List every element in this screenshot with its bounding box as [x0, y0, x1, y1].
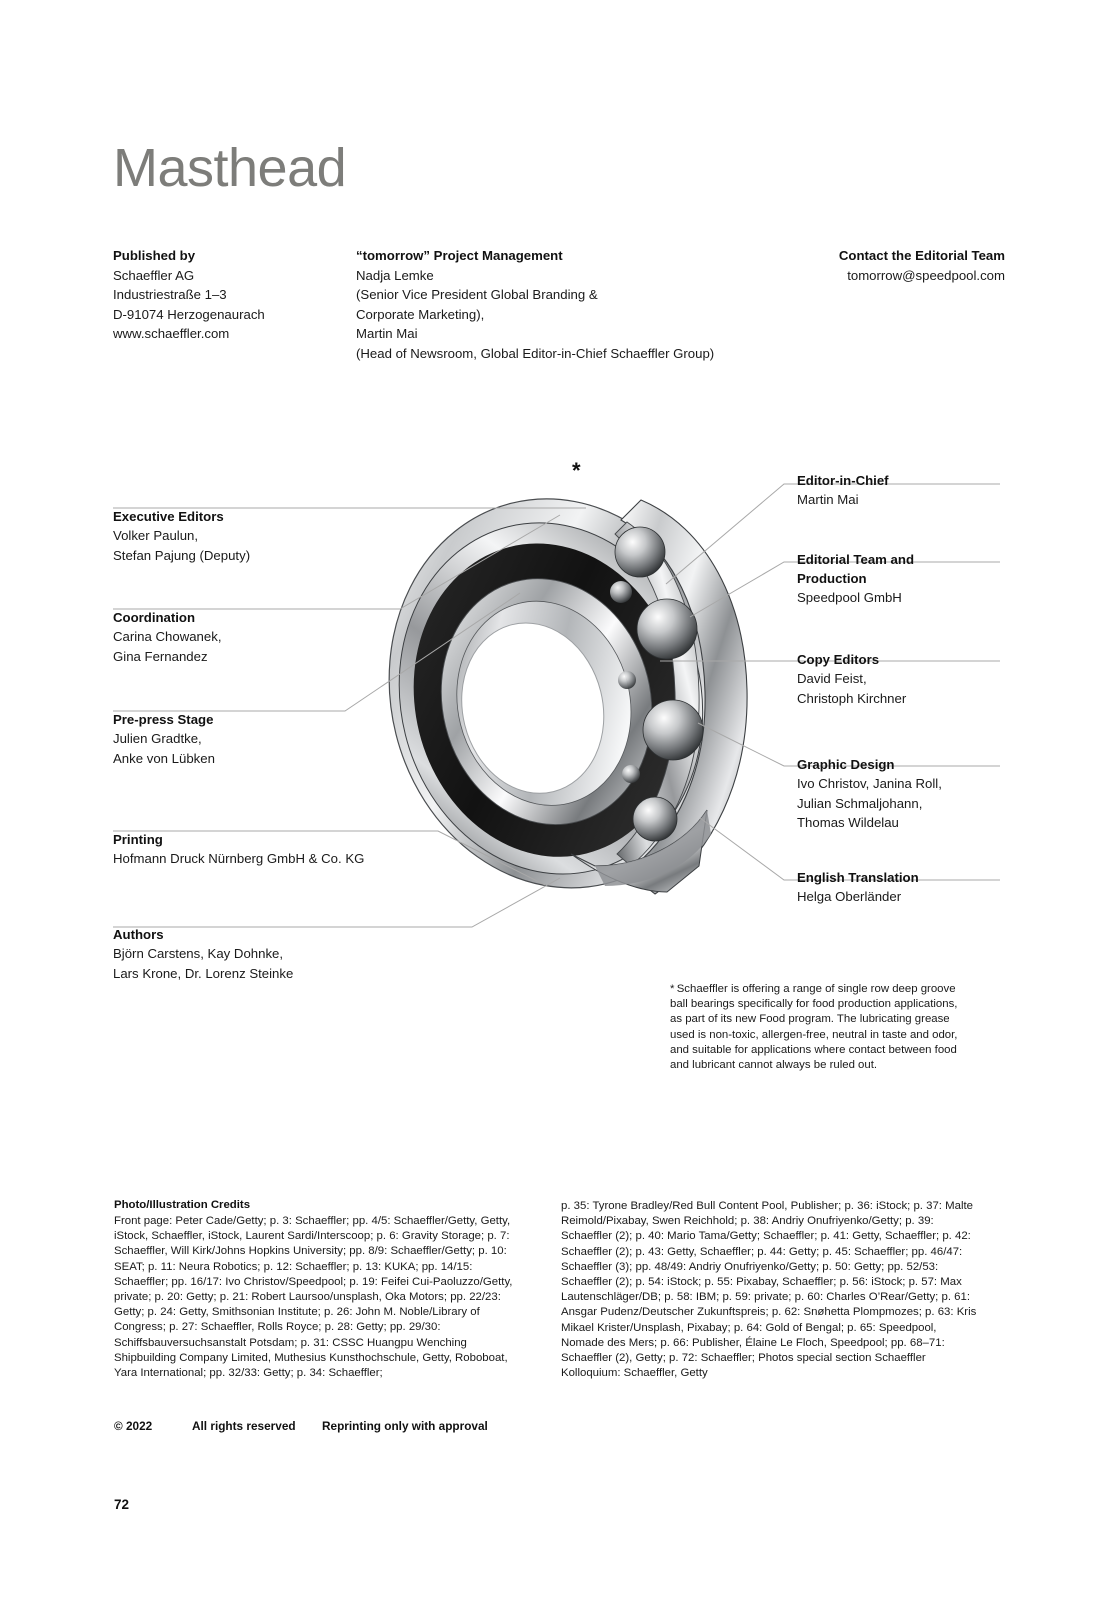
photo-credits-right-column: p. 35: Tyrone Bradley/Red Bull Content Pool, Publisher; p. 36: iStock; p. 37: Malte Reimold/Pixabay, Swen Reichhold; p. 38: Andriy Onufriyenko/Getty; p. 39: Schaeffler (2); p. 40: Mario Tama/Getty; Schaeffler; p. 41: Getty, Schaeffler; p. 42: Schaeffler (2); p. 43: Getty, Schaeffler; p. 44: Getty; p. 45: Schaeffler; pp. 46/47: Schaeffler (3); pp. 48/49: Andriy Onufriyenko/Getty; p. 50: Getty; pp. 52/53: Schaeffler (2); p. 54: iStock; p. 55: Pixabay, Schaeffler; p. 56: iStock; p. 57: Max Lautenschläger/DB; p. 58: IBM; p. 59: private; p. 60: Charles O’Rear/Getty; p. 61: Ansgar Pudenz/Deutscher Zukunftspreis; p. 62: Snøhetta Plompmozes; p. 63: Kris Mikael Krister/Unsplash, Pixabay; p. 64: Gold of Bengal; p. 65: Speedpool, Nomade des Mers; p. 66: Publisher, Élaine Le Floch, Speedpool; pp. 68–71: Schaeffler (2), Getty; p. 72: Schaeffler; Photos special section Schaeffler Kolloquium: Schaeffler, Getty	[561, 1200, 977, 1380]
masthead-top-columns	[113, 246, 1003, 376]
project-management-line-1: Nadja Lemke	[356, 267, 434, 283]
published-by-heading: Published by	[113, 248, 196, 263]
credit-title: English Translation	[797, 870, 919, 885]
credit-title: Pre-press Stage	[113, 712, 214, 727]
credit-block-coordination	[113, 608, 316, 666]
credit-block-pre-press-stage	[113, 710, 316, 768]
credit-name: Björn Carstens, Kay Dohnke,	[113, 946, 284, 962]
credit-name: Christoph Kirchner	[797, 690, 907, 706]
credit-block-authors	[113, 925, 405, 983]
asterisk-marker: *	[572, 458, 581, 483]
credit-name: Hofmann Druck Nürnberg GmbH & Co. KG	[113, 851, 365, 867]
credit-name: Volker Paulun,	[113, 528, 199, 544]
project-management-column	[356, 246, 836, 364]
ball-bearing-illustration	[355, 458, 775, 932]
credit-title: Copy Editors	[797, 652, 880, 667]
credit-title: Authors	[113, 927, 164, 942]
credit-name: Julian Schmaljohann,	[797, 795, 923, 811]
copyright-year: © 2022	[114, 1419, 153, 1433]
credit-block-copy-editors	[797, 650, 997, 708]
credit-block-graphic-design	[797, 755, 997, 833]
credit-block-editor-in-chief	[797, 471, 997, 510]
credit-name: Helga Oberländer	[797, 889, 902, 905]
contact-email[interactable]: tomorrow@speedpool.com	[847, 267, 1005, 283]
copyright-row	[114, 1419, 488, 1433]
project-management-line-4: Martin Mai	[356, 326, 418, 342]
all-rights-reserved: All rights reserved	[192, 1419, 296, 1433]
page-number: 72	[114, 1497, 130, 1512]
credit-block-editorial-team-production	[797, 550, 997, 608]
credit-title: Graphic Design	[797, 757, 895, 772]
credit-name: Stefan Pajung (Deputy)	[113, 547, 251, 563]
project-management-line-3: Corporate Marketing),	[356, 306, 485, 322]
credit-name: Martin Mai	[797, 492, 859, 508]
credit-name: David Feist,	[797, 671, 867, 687]
reprint-notice: Reprinting only with approval	[322, 1419, 488, 1433]
credit-title: Printing	[113, 832, 163, 847]
credit-name: Speedpool GmbH	[797, 590, 902, 606]
credit-name: Thomas Wildelau	[797, 815, 899, 831]
credit-title: Executive Editors	[113, 509, 224, 524]
credit-title-second-line: Production	[797, 571, 867, 587]
credit-name: Julien Gradtke,	[113, 731, 202, 747]
published-by-line-2: Industriestraße 1–3	[113, 287, 227, 303]
project-management-line-2: (Senior Vice President Global Branding &	[356, 287, 598, 303]
bearing-footnote: * Schaeffler is offering a range of single row deep groove ball bearings specifically for food production applications, as part of its new Food program. The lubricating grease used is non-toxic, allergen-free, neutral in taste and odor, and suitable for applications where contact between food and lubricant cannot always be ruled out.	[670, 983, 958, 1072]
credit-name: Ivo Christov, Janina Roll,	[797, 776, 942, 792]
published-by-column	[113, 246, 343, 344]
published-by-website[interactable]: www.schaeffler.com	[113, 326, 230, 342]
page-title: Masthead	[113, 138, 347, 198]
credit-title: Coordination	[113, 610, 196, 625]
contact-column	[785, 246, 1005, 285]
credit-block-executive-editors	[113, 507, 316, 565]
photo-credits-left-column: Front page: Peter Cade/Getty; p. 3: Schaeffler; pp. 4/5: Schaeffler/Getty, Getty, iStock, Schaeffler, iStock, Laurent Sardi/Interscoop; p. 6: Gravity Storage; p. 7: Schaeffler, Will Kirk/Johns Hopkins University; pp. 8/9: Schaeffler/Getty; p. 10: SEAT; p. 11: Neura Robotics; p. 12: Schaeffler; p. 13: KUKA; pp. 14/15: Schaeffler; pp. 16/17: Ivo Christov/Speedpool; p. 19: Feifei Cui-Paoluzzo/Getty, private; p. 20: Getty; p. 21: Robert Laursoo/unsplash, Oka Motors; pp. 22/23: Getty; p. 24: Getty, Smithsonian Institute; p. 26: John M. Noble/Library of Congress; p. 27: Schaeffler, Rolls Royce; p. 28: Getty; pp. 29/30: Schiffsbauversuchsanstalt Potsdam; p. 31: CSSC Huangpu Wenching Shipbuilding Company Limited, Muthesius Kunsthochschule, Getty, Roboboat, Yara International; pp. 32/33: Getty; p. 34: Schaeffler;	[114, 1215, 513, 1380]
credit-title: Editor-in-Chief	[797, 473, 889, 488]
credit-name: Lars Krone, Dr. Lorenz Steinke	[113, 965, 294, 981]
credit-title: Editorial Team and	[797, 552, 914, 567]
published-by-line-3: D-91074 Herzogenaurach	[113, 306, 265, 322]
project-management-heading: “tomorrow” Project Management	[356, 248, 563, 263]
credit-name: Carina Chowanek,	[113, 629, 222, 645]
credit-name: Anke von Lübken	[113, 750, 215, 766]
credit-block-printing	[113, 830, 405, 869]
contact-heading: Contact the Editorial Team	[838, 248, 1005, 263]
project-management-line-5: (Head of Newsroom, Global Editor-in-Chief Schaeffler Group)	[356, 345, 715, 361]
photo-credits-heading: Photo/Illustration Credits	[114, 1199, 251, 1211]
credit-name: Gina Fernandez	[113, 648, 208, 664]
published-by-line-1: Schaeffler AG	[113, 267, 195, 283]
credit-block-english-translation	[797, 868, 997, 907]
